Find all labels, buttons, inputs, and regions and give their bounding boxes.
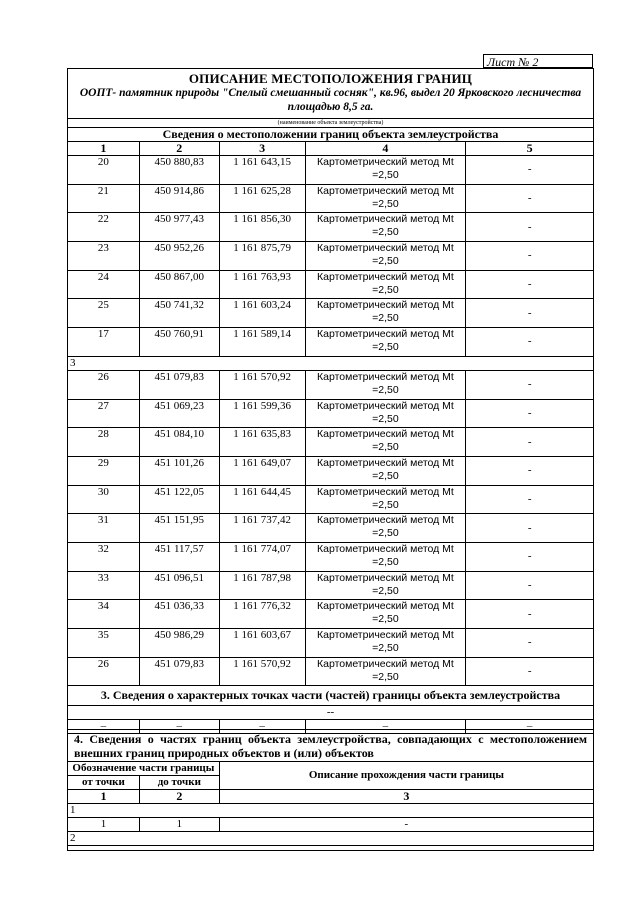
point-number: 33 bbox=[68, 571, 140, 600]
method-cell: Картометрический метод Mt =2,50 bbox=[305, 428, 466, 457]
col-to-header: до точки bbox=[139, 776, 219, 790]
coord-y: 1 161 649,07 bbox=[219, 456, 305, 485]
point-number: 31 bbox=[68, 514, 140, 543]
table-row bbox=[68, 184, 594, 213]
table-row bbox=[68, 299, 594, 328]
object-name: ООПТ- памятник природы "Спелый смешанный сосняк", кв.96, выдел 20 Ярковского лесничества площадью 8,5 га. bbox=[79, 87, 582, 113]
coord-y: 1 161 570,92 bbox=[219, 370, 305, 399]
point-number: 20 bbox=[68, 156, 140, 185]
accuracy-cell: - bbox=[466, 629, 594, 658]
contour-1-label: 1 bbox=[68, 804, 594, 818]
point-number: 17 bbox=[68, 328, 140, 357]
coord-x: 450 867,00 bbox=[139, 270, 219, 299]
point-number: 28 bbox=[68, 428, 140, 457]
part-description: - bbox=[219, 818, 593, 832]
coord-x: 451 079,83 bbox=[139, 657, 219, 686]
table-row bbox=[68, 514, 594, 543]
coord-y: 1 161 776,32 bbox=[219, 600, 305, 629]
coord-y: 1 161 856,30 bbox=[219, 213, 305, 242]
table-row bbox=[68, 542, 594, 571]
coord-y: 1 161 763,93 bbox=[219, 270, 305, 299]
point-number: 23 bbox=[68, 242, 140, 271]
coord-y: 1 161 875,79 bbox=[219, 242, 305, 271]
accuracy-cell: - bbox=[466, 571, 594, 600]
section-4-title: 4. Сведения о частях границ объекта землеустройства, совпадающих с местоположением внешних границ природных объектов и (или) объектов bbox=[68, 730, 594, 762]
point-number: 29 bbox=[68, 456, 140, 485]
column-header: 3 bbox=[219, 142, 305, 156]
sheet-number: Лист № 2 bbox=[483, 54, 593, 68]
section-2-title: Сведения о местоположении границ объекта землеустройства bbox=[68, 128, 594, 142]
accuracy-cell: - bbox=[466, 600, 594, 629]
coord-x: 450 914,86 bbox=[139, 184, 219, 213]
coord-y: 1 161 774,07 bbox=[219, 542, 305, 571]
method-cell: Картометрический метод Mt =2,50 bbox=[305, 629, 466, 658]
accuracy-cell: - bbox=[466, 213, 594, 242]
part-from-point: 1 bbox=[68, 818, 140, 832]
table-row bbox=[68, 328, 594, 357]
coord-y: 1 161 603,67 bbox=[219, 629, 305, 658]
method-cell: Картометрический метод Mt =2,50 bbox=[305, 542, 466, 571]
column-header: 1 bbox=[68, 142, 140, 156]
point-number: 30 bbox=[68, 485, 140, 514]
col-desc-header: Описание прохождения части границы bbox=[219, 762, 593, 790]
method-cell: Картометрический метод Mt =2,50 bbox=[305, 485, 466, 514]
col-group-header: Обозначение части границы bbox=[68, 762, 220, 776]
point-number: 24 bbox=[68, 270, 140, 299]
method-cell: Картометрический метод Mt =2,50 bbox=[305, 600, 466, 629]
part-to-point: 1 bbox=[139, 818, 219, 832]
point-number: 32 bbox=[68, 542, 140, 571]
coord-x: 450 952,26 bbox=[139, 242, 219, 271]
point-number: 27 bbox=[68, 399, 140, 428]
coord-y: 1 161 599,36 bbox=[219, 399, 305, 428]
method-cell: Картометрический метод Mt =2,50 bbox=[305, 456, 466, 485]
method-cell: Картометрический метод Mt =2,50 bbox=[305, 571, 466, 600]
accuracy-cell: - bbox=[466, 370, 594, 399]
dash-cell: – bbox=[219, 720, 305, 734]
table-row bbox=[68, 270, 594, 299]
method-cell: Картометрический метод Mt =2,50 bbox=[305, 213, 466, 242]
coord-x: 451 101,26 bbox=[139, 456, 219, 485]
coord-x: 450 986,29 bbox=[139, 629, 219, 658]
coord-y: 1 161 625,28 bbox=[219, 184, 305, 213]
accuracy-cell: - bbox=[466, 270, 594, 299]
method-cell: Картометрический метод Mt =2,50 bbox=[305, 242, 466, 271]
dash-cell: – bbox=[305, 720, 466, 734]
method-cell: Картометрический метод Mt =2,50 bbox=[305, 399, 466, 428]
coord-y: 1 161 643,15 bbox=[219, 156, 305, 185]
table-row bbox=[68, 156, 594, 185]
coord-y: 1 161 635,83 bbox=[219, 428, 305, 457]
table-row bbox=[68, 571, 594, 600]
accuracy-cell: - bbox=[466, 242, 594, 271]
coord-x: 450 741,32 bbox=[139, 299, 219, 328]
method-cell: Картометрический метод Mt =2,50 bbox=[305, 514, 466, 543]
coord-y: 1 161 644,45 bbox=[219, 485, 305, 514]
table-row bbox=[68, 213, 594, 242]
point-number: 25 bbox=[68, 299, 140, 328]
coord-x: 451 036,33 bbox=[139, 600, 219, 629]
method-cell: Картометрический метод Mt =2,50 bbox=[305, 328, 466, 357]
boundary-parts-table bbox=[67, 729, 594, 846]
accuracy-cell: - bbox=[466, 299, 594, 328]
coord-y: 1 161 787,98 bbox=[219, 571, 305, 600]
coord-x: 450 880,83 bbox=[139, 156, 219, 185]
method-cell: Картометрический метод Mt =2,50 bbox=[305, 370, 466, 399]
table-header-row bbox=[68, 142, 594, 156]
col-from-header: от точки bbox=[68, 776, 140, 790]
coordinates-table bbox=[67, 127, 594, 734]
col-num-2: 2 bbox=[139, 790, 219, 804]
column-header: 2 bbox=[139, 142, 219, 156]
col-num-3: 3 bbox=[219, 790, 593, 804]
document-title: ОПИСАНИЕ МЕСТОПОЛОЖЕНИЯ ГРАНИЦ bbox=[188, 71, 473, 86]
point-number: 35 bbox=[68, 629, 140, 658]
coord-y: 1 161 737,42 bbox=[219, 514, 305, 543]
method-cell: Картометрический метод Mt =2,50 bbox=[305, 270, 466, 299]
dash-cell: – bbox=[139, 720, 219, 734]
accuracy-cell: - bbox=[466, 156, 594, 185]
table-row bbox=[68, 600, 594, 629]
coord-y: 1 161 570,92 bbox=[219, 657, 305, 686]
table-row bbox=[68, 456, 594, 485]
table-row bbox=[68, 629, 594, 658]
accuracy-cell: - bbox=[466, 514, 594, 543]
table-row bbox=[68, 657, 594, 686]
col-num-1: 1 bbox=[68, 790, 140, 804]
coord-y: 1 161 589,14 bbox=[219, 328, 305, 357]
coord-x: 450 760,91 bbox=[139, 328, 219, 357]
point-number: 34 bbox=[68, 600, 140, 629]
accuracy-cell: - bbox=[466, 428, 594, 457]
accuracy-cell: - bbox=[466, 456, 594, 485]
method-cell: Картометрический метод Mt =2,50 bbox=[305, 299, 466, 328]
object-name-caption: (наименование объекта землеустройства) bbox=[67, 118, 594, 127]
point-number: 26 bbox=[68, 370, 140, 399]
coord-x: 451 079,83 bbox=[139, 370, 219, 399]
coord-x: 451 122,05 bbox=[139, 485, 219, 514]
table-row bbox=[68, 428, 594, 457]
coord-y: 1 161 603,24 bbox=[219, 299, 305, 328]
coord-x: 451 151,95 bbox=[139, 514, 219, 543]
method-cell: Картометрический метод Mt =2,50 bbox=[305, 156, 466, 185]
contour-label: 3 bbox=[68, 356, 594, 370]
accuracy-cell: - bbox=[466, 542, 594, 571]
accuracy-cell: - bbox=[466, 399, 594, 428]
column-header: 5 bbox=[466, 142, 594, 156]
point-number: 26 bbox=[68, 657, 140, 686]
coord-x: 451 069,23 bbox=[139, 399, 219, 428]
table-row bbox=[68, 242, 594, 271]
section-3-title: 3. Сведения о характерных точках части (частей) границы объекта землеустройства bbox=[68, 686, 594, 706]
point-number: 22 bbox=[68, 213, 140, 242]
accuracy-cell: - bbox=[466, 328, 594, 357]
accuracy-cell: - bbox=[466, 485, 594, 514]
table-row bbox=[68, 370, 594, 399]
coord-x: 451 117,57 bbox=[139, 542, 219, 571]
dash-cell: – bbox=[466, 720, 594, 734]
coord-x: 450 977,43 bbox=[139, 213, 219, 242]
section-3-empty: -- bbox=[68, 706, 594, 720]
table-row bbox=[68, 485, 594, 514]
method-cell: Картометрический метод Mt =2,50 bbox=[305, 184, 466, 213]
coord-x: 451 084,10 bbox=[139, 428, 219, 457]
accuracy-cell: - bbox=[466, 657, 594, 686]
method-cell: Картометрический метод Mt =2,50 bbox=[305, 657, 466, 686]
coord-x: 451 096,51 bbox=[139, 571, 219, 600]
table-row bbox=[68, 399, 594, 428]
column-header: 4 bbox=[305, 142, 466, 156]
accuracy-cell: - bbox=[466, 184, 594, 213]
point-number: 21 bbox=[68, 184, 140, 213]
dash-cell: – bbox=[68, 720, 140, 734]
contour-2-label: 2 bbox=[68, 832, 594, 846]
